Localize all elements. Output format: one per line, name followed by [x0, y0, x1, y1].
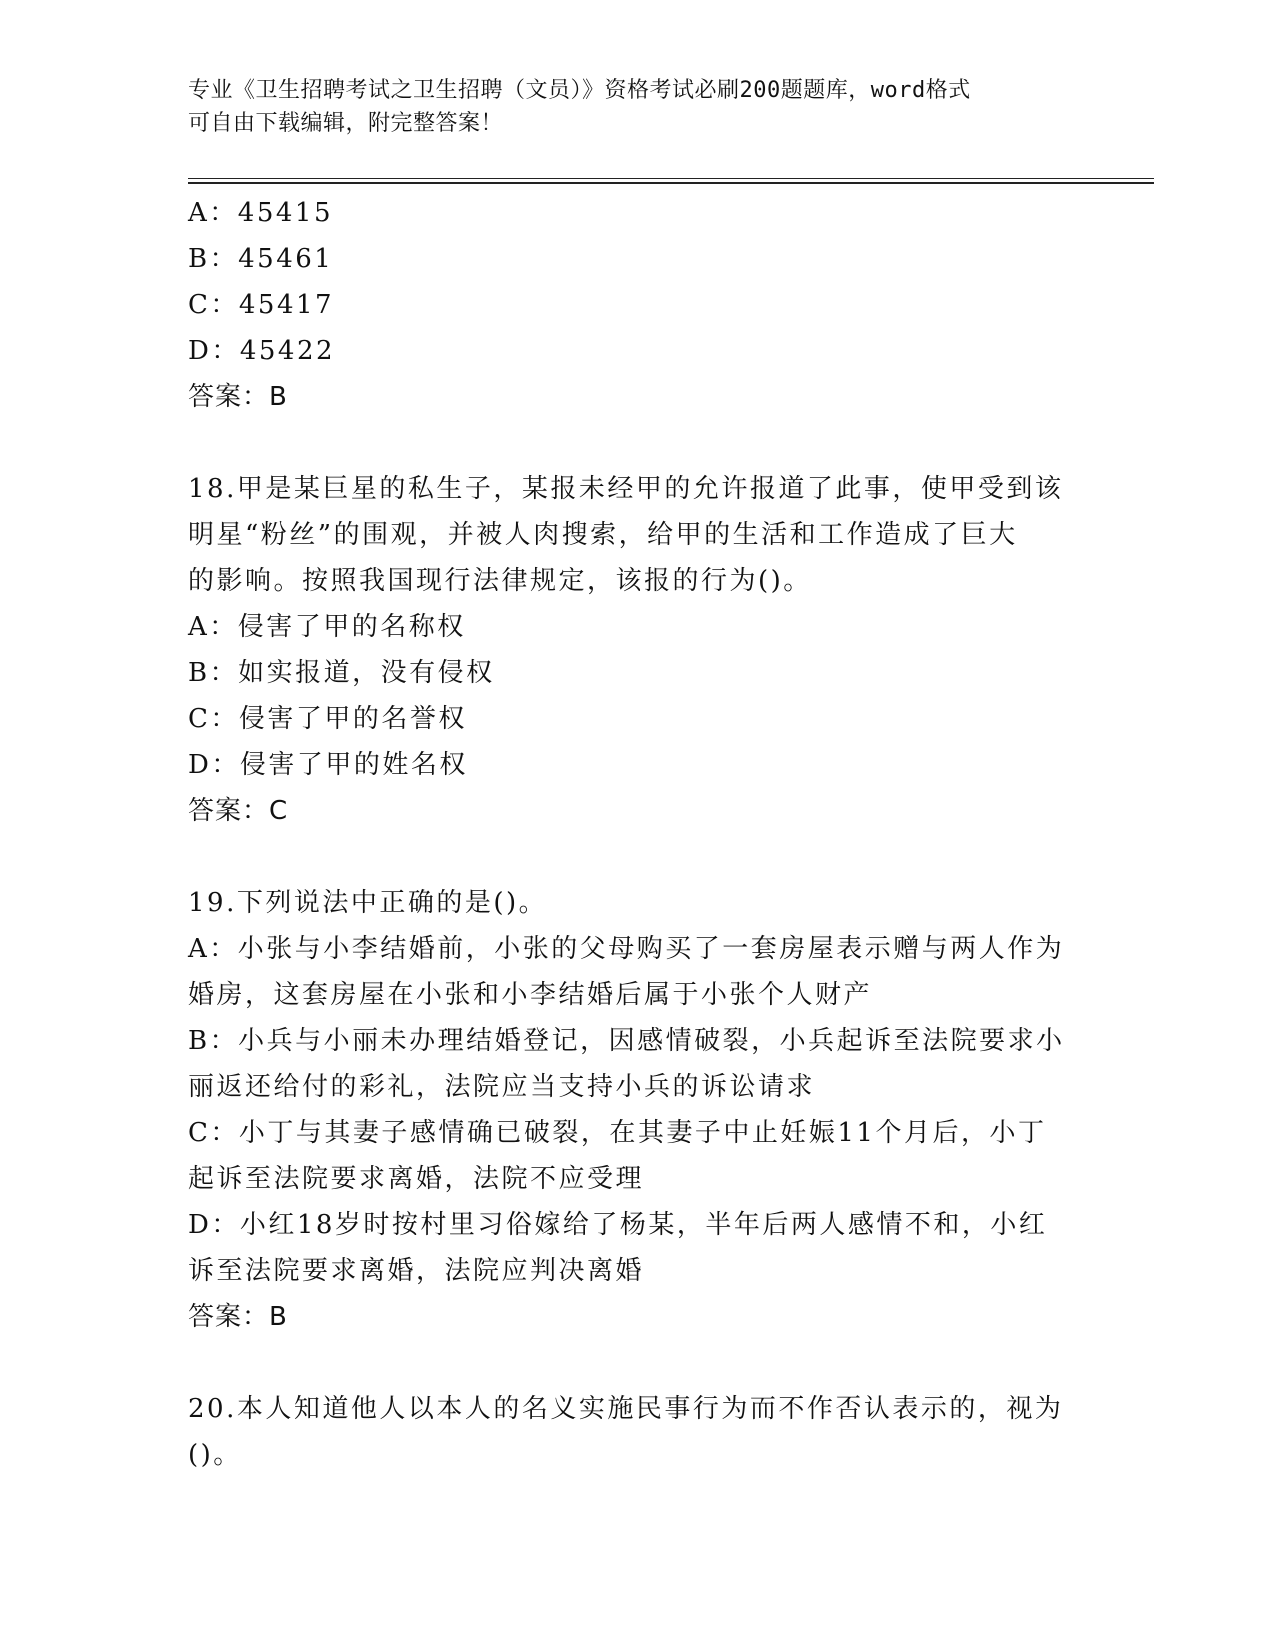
option-a-continued: 婚房，这套房屋在小张和小李结婚后属于小张个人财产: [188, 980, 873, 1010]
header-line-1: 专业《卫生招聘考试之卫生招聘（文员）》资格考试必刷200题题库，word格式: [188, 78, 971, 103]
option-d: D：45422: [188, 336, 336, 366]
question-text-line: 明星“粉丝”的围观，并被人肉搜索，给甲的生活和工作造成了巨大: [188, 520, 1018, 550]
document-header: [188, 74, 1068, 140]
option-c: C：45417: [188, 290, 335, 320]
spacer: [188, 1340, 1088, 1386]
option-a: A：小张与小李结婚前，小张的父母购买了一套房屋表示赠与两人作为: [188, 934, 1065, 964]
spacer: [188, 834, 1088, 880]
question-text: [188, 466, 1088, 604]
option-c: C：小丁与其妻子感情确已破裂，在其妻子中止妊娠11个月后，小丁: [188, 1118, 1047, 1148]
question-19: [188, 880, 1088, 1340]
question-text-line: 的影响。按照我国现行法律规定，该报的行为()。: [188, 566, 812, 596]
option-d-continued: 诉至法院要求离婚，法院应判决离婚: [188, 1256, 645, 1286]
question-18: [188, 466, 1088, 834]
option-c-continued: 起诉至法院要求离婚，法院不应受理: [188, 1164, 645, 1194]
option-a: A：侵害了甲的名称权: [188, 612, 466, 642]
option-c: C：侵害了甲的名誉权: [188, 704, 467, 734]
option-b: B：小兵与小丽未办理结婚登记，因感情破裂，小兵起诉至法院要求小: [188, 1026, 1065, 1056]
option-d: D：侵害了甲的姓名权: [188, 750, 468, 780]
answer-line: 答案：C: [188, 796, 289, 826]
option-b-continued: 丽返还给付的彩礼，法院应当支持小兵的诉讼请求: [188, 1072, 816, 1102]
option-a: A：45415: [188, 198, 333, 228]
question-list: [188, 190, 1088, 1478]
spacer: [188, 420, 1088, 466]
header-line-2: 可自由下载编辑，附完整答案！: [188, 111, 504, 136]
header-divider-thick: [188, 182, 1154, 184]
header-divider-thin: [188, 178, 1154, 179]
question-20: [188, 1386, 1088, 1478]
option-d: D：小红18岁时按村里习俗嫁给了杨某，半年后两人感情不和，小红: [188, 1210, 1048, 1240]
answer-line: 答案：B: [188, 1302, 288, 1332]
question-text-line: 18.甲是某巨星的私生子，某报未经甲的允许报道了此事，使甲受到该: [188, 474, 1064, 504]
option-b: B：45461: [188, 244, 334, 274]
question-text-line: 19.下列说法中正确的是()。: [188, 888, 548, 918]
option-b: B：如实报道，没有侵权: [188, 658, 495, 688]
question-17: [188, 190, 1088, 420]
question-text-line: ()。: [188, 1440, 242, 1470]
answer-line: 答案：B: [188, 382, 288, 412]
question-text-line: 20.本人知道他人以本人的名义实施民事行为而不作否认表示的，视为: [188, 1394, 1064, 1424]
